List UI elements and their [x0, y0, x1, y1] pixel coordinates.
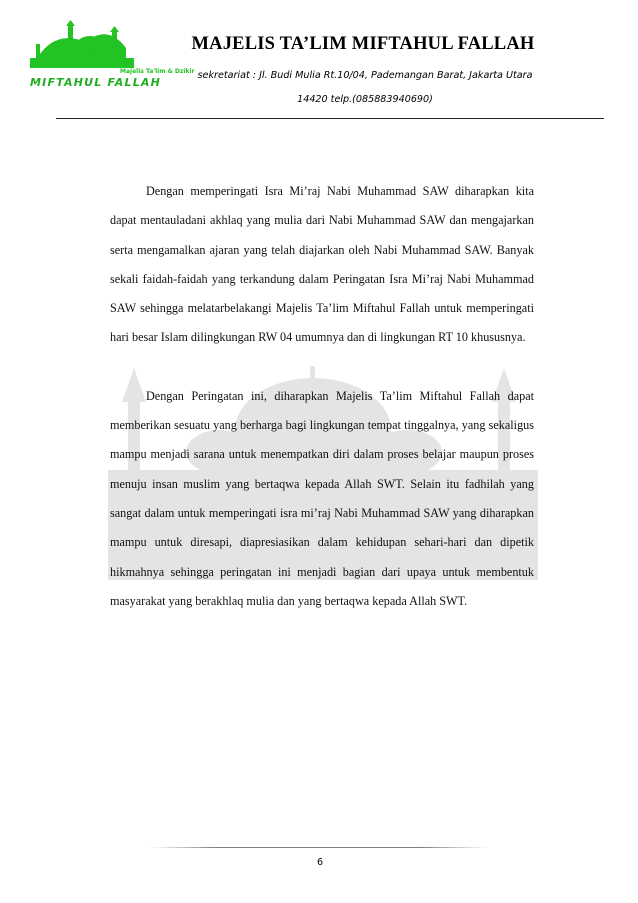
letterhead-address [180, 64, 550, 112]
header-divider [56, 118, 604, 119]
logo-small-text: Majelis Ta'lim & Dzikir [120, 68, 195, 75]
footer-divider [150, 847, 488, 848]
address-line-2: 14420 telp.(085883940690) [297, 94, 433, 105]
letterhead-title: MAJELIS TA’LIM MIFTAHUL FALLAH [191, 34, 535, 54]
logo-brand-text: MIFTAHUL FALLAH [30, 76, 162, 89]
address-line-1: sekretariat : Jl. Budi Mulia Rt.10/04, Pademangan Barat, Jakarta Utara [197, 70, 533, 81]
organization-logo [26, 20, 195, 92]
page-number: 6 [316, 857, 324, 868]
paragraph-1: Dengan memperingati Isra Mi’raj Nabi Muhammad SAW diharapkan kita dapat mentauladani akhlaq yang mulia dari Nabi Muhammad SAW dan mengajarkan serta mengamalkan ajaran yang telah diajarkan oleh Nabi Muhammad SAW. Banyak sekali faidah-faidah yang terkandung dalam Peringatan Isra Mi’raj Nabi Muhammad SAW sehingga melatarbelakangi Majelis Ta’lim Miftahul Fallah untuk memperingati hari besar Islam dilingkungan RW 04 umumnya dan di lingkungan RT 10 khususnya. [110, 184, 534, 345]
paragraph-2: Dengan Peringatan ini, diharapkan Majelis Ta’lim Miftahul Fallah dapat memberikan sesuatu yang berharga bagi lingkungan tempat tinggalnya, yang sekaligus mampu menjadi sarana untuk menempatkan diri dalam proses belajar maupun proses menuju insan muslim yang bertaqwa kepada Allah SWT. Selain itu fadhilah yang sangat dalam untuk memperingati isra mi’raj Nabi Muhammad SAW yang diharapkan mampu untuk diresapi, diapresiasikan dalam kehidupan sehari-hari dan dipetik hikmahnya sehingga peringatan ini menjadi bagian dari upaya untuk membentuk masyarakat yang berakhlaq mulia dan yang bertaqwa kepada Allah SWT. [110, 388, 534, 608]
document-body [110, 177, 534, 616]
